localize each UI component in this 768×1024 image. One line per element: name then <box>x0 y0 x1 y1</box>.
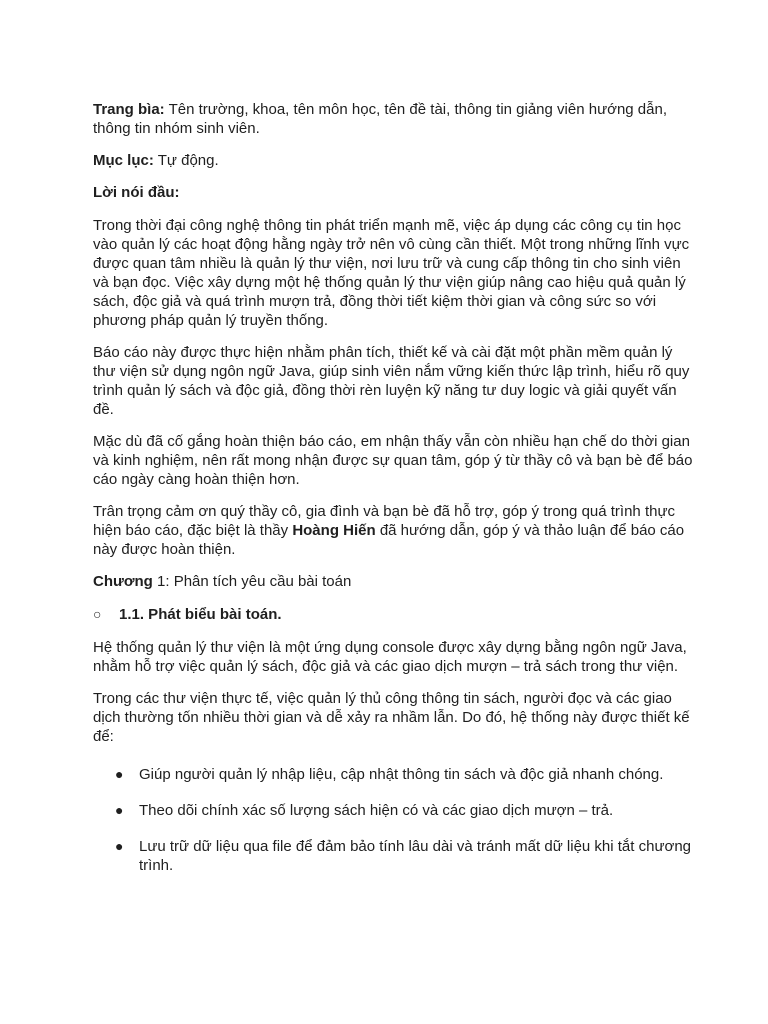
toc-label: Mục lục: <box>93 152 154 169</box>
cover-label: Trang bìa: <box>93 101 165 118</box>
list-item-text: Theo dõi chính xác số lượng sách hiện có và các giao dịch mượn – trả. <box>139 802 614 819</box>
list-item <box>93 801 693 820</box>
chapter-title: 1: Phân tích yêu cầu bài toán <box>152 573 352 590</box>
thanks-text-after: đã hướng dẫn, góp ý và thảo luận để báo cáo này được hoàn thiện. <box>93 522 685 558</box>
section-title: 1.1. Phát biểu bài toán. <box>119 606 282 623</box>
toc-paragraph <box>93 151 693 170</box>
chapter-label: Chương <box>93 573 153 590</box>
list-item <box>93 837 693 875</box>
bullet-icon: ● <box>115 802 124 818</box>
chapter-heading <box>93 572 693 591</box>
section-heading <box>93 605 693 624</box>
cover-paragraph <box>93 100 693 138</box>
hollow-circle-bullet-icon: ○ <box>93 606 102 622</box>
purpose-list <box>93 765 693 875</box>
bullet-icon: ● <box>115 838 124 854</box>
list-item-text: Lưu trữ dữ liệu qua file để đảm bảo tính lâu dài và tránh mất dữ liệu khi tắt chương trình. <box>139 838 692 874</box>
list-item <box>93 765 693 784</box>
preface-heading: Lời nói đầu: <box>93 184 180 201</box>
preface-paragraph-3: Mặc dù đã cố gắng hoàn thiện báo cáo, em nhận thấy vẫn còn nhiều hạn chế do thời gian và kinh nghiệm, nên rất mong nhận được sự quan tâm, góp ý từ thầy cô và bạn bè để báo cáo ngày càng hoàn thiện hơn. <box>93 433 693 488</box>
preface-paragraph-2: Báo cáo này được thực hiện nhằm phân tích, thiết kế và cài đặt một phần mềm quản lý thư viện sử dụng ngôn ngữ Java, giúp sinh viên nắm vững kiến thức lập trình, hiểu rõ quy trình quản lý sách và độc giả, đồng thời rèn luyện kỹ năng tư duy logic và giải quyết vấn đề. <box>93 344 690 418</box>
advisor-name: Hoàng Hiến <box>292 522 376 539</box>
body-paragraph-1: Hệ thống quản lý thư viện là một ứng dụng console được xây dựng bằng ngôn ngữ Java, nhằm hỗ trợ việc quản lý sách, độc giả và các giao dịch mượn – trả sách trong thư viện. <box>93 639 687 675</box>
list-item-text: Giúp người quản lý nhập liệu, cập nhật thông tin sách và độc giả nhanh chóng. <box>139 766 664 783</box>
thanks-text-before: Trân trọng cảm ơn quý thầy cô, gia đình và bạn bè đã hỗ trợ, góp ý trong quá trình thực hiện báo cáo, đặc biệt là thầy <box>93 503 675 539</box>
toc-text: Tự động. <box>153 152 219 169</box>
cover-text: Tên trường, khoa, tên môn học, tên đề tài, thông tin giảng viên hướng dẫn, thông tin nhóm sinh viên. <box>93 101 667 137</box>
bullet-icon: ● <box>115 766 124 782</box>
body-paragraph-2: Trong các thư viện thực tế, việc quản lý thủ công thông tin sách, người đọc và các giao dịch thường tốn nhiều thời gian và dễ xảy ra nhầm lẫn. Do đó, hệ thống này được thiết kế để: <box>93 690 690 745</box>
thanks-paragraph <box>93 502 693 559</box>
document-page <box>93 100 693 892</box>
preface-paragraph-1: Trong thời đại công nghệ thông tin phát triển mạnh mẽ, việc áp dụng các công cụ tin học vào quản lý các hoạt động hằng ngày trở nên vô cùng cần thiết. Một trong những lĩnh vực được quan tâm nhiều là quản lý thư viện, nơi lưu trữ và cung cấp thông tin cho sinh viên và bạn đọc. Việc xây dựng một hệ thống quản lý thư viện giúp nâng cao hiệu quả quản lý sách, độc giả và quá trình mượn trả, đồng thời tiết kiệm thời gian và công sức so với phương pháp quản lý truyền thống. <box>93 217 690 329</box>
